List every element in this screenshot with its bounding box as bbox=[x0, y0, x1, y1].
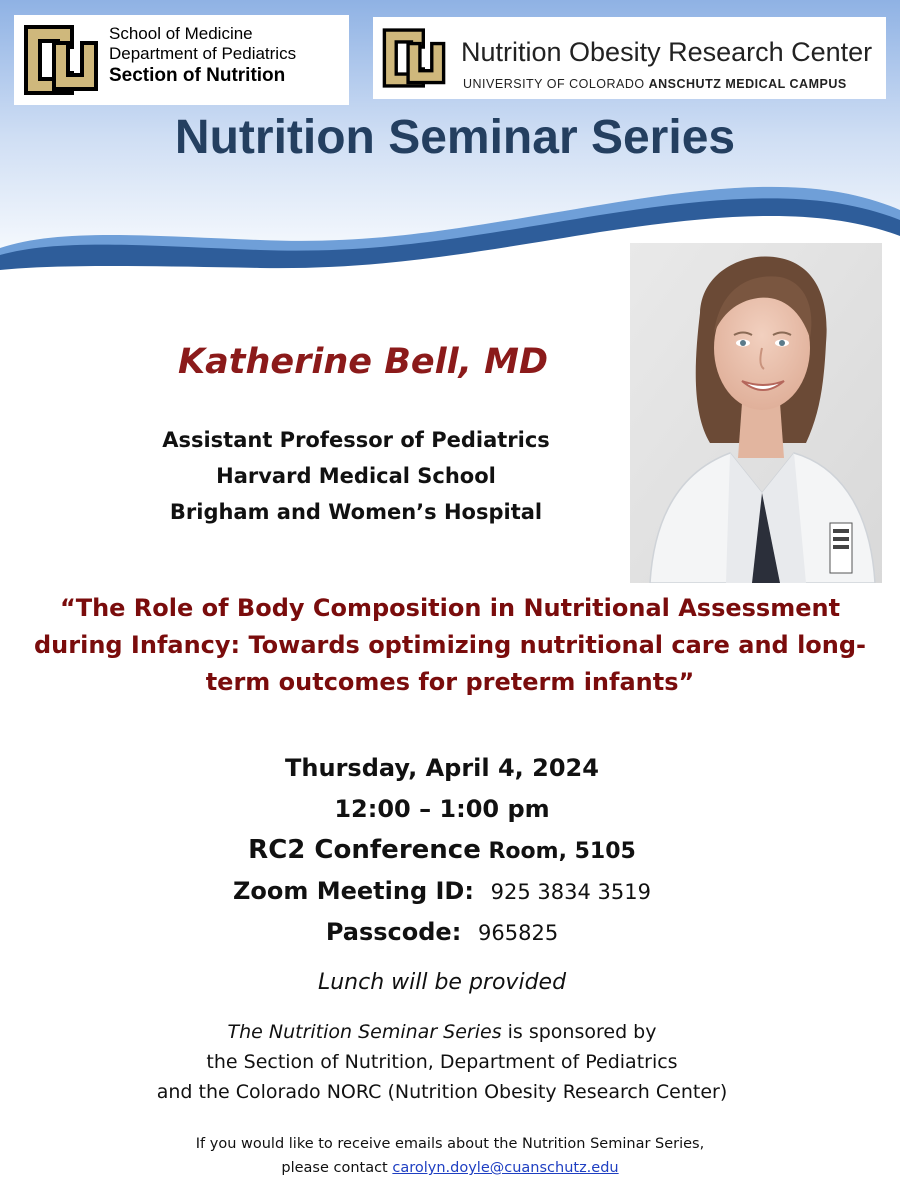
talk-title-line: term outcomes for preterm infants” bbox=[205, 668, 695, 696]
cu-monogram-icon bbox=[379, 25, 449, 91]
affiliation-title: Assistant Professor of Pediatrics bbox=[162, 428, 550, 452]
speaker-name: Katherine Bell, MD bbox=[178, 342, 548, 382]
lunch-note: Lunch will be provided bbox=[317, 970, 567, 995]
section-text: Section of Nutrition bbox=[109, 64, 286, 86]
department-text: Department of Pediatrics bbox=[109, 44, 297, 64]
zoom-passcode: Passcode: 965825 bbox=[325, 918, 559, 946]
school-of-medicine-logo bbox=[14, 15, 349, 105]
contact-email-link[interactable]: carolyn.doyle@cuanschutz.edu bbox=[392, 1160, 619, 1176]
affiliation-hospital: Brigham and Women’s Hospital bbox=[169, 500, 543, 524]
talk-title-line: during Infancy: Towards optimizing nutritional care and long- bbox=[33, 631, 867, 659]
sponsor-statement: The Nutrition Seminar Series is sponsored by the Section of Nutrition, Department of Pediatrics and the Colorado NORC (Nutrition Obesity Research Center) bbox=[156, 1021, 728, 1103]
page-title: Nutrition Seminar Series bbox=[174, 111, 736, 164]
norc-name: Nutrition Obesity Research Center bbox=[461, 37, 873, 67]
passcode-value: 965825 bbox=[478, 921, 559, 945]
talk-title-line: “The Role of Body Composition in Nutritional Assessment bbox=[59, 594, 841, 622]
event-time: 12:00 – 1:00 pm bbox=[334, 795, 550, 823]
event-date: Thursday, April 4, 2024 bbox=[285, 754, 599, 782]
event-location: RC2 Conference Room, 5105 bbox=[248, 835, 636, 865]
school-of-medicine-text: School of Medicine bbox=[109, 24, 253, 43]
university-name: UNIVERSITY OF COLORADO ANSCHUTZ MEDICAL CAMPUS bbox=[463, 77, 847, 91]
speaker-affiliations bbox=[0, 422, 712, 530]
affiliation-school: Harvard Medical School bbox=[216, 464, 496, 488]
cu-monogram-icon bbox=[20, 21, 102, 99]
zoom-id-value: 925 3834 3519 bbox=[490, 880, 651, 904]
talk-title bbox=[0, 590, 900, 701]
speaker-photo bbox=[630, 243, 882, 583]
contact-info: If you would like to receive emails about the Nutrition Seminar Series, please contact carolyn.doyle@cuanschutz.edu bbox=[195, 1136, 705, 1176]
zoom-meeting-id: Zoom Meeting ID: 925 3834 3519 bbox=[233, 877, 651, 905]
norc-logo bbox=[373, 17, 886, 99]
event-details bbox=[0, 748, 884, 953]
